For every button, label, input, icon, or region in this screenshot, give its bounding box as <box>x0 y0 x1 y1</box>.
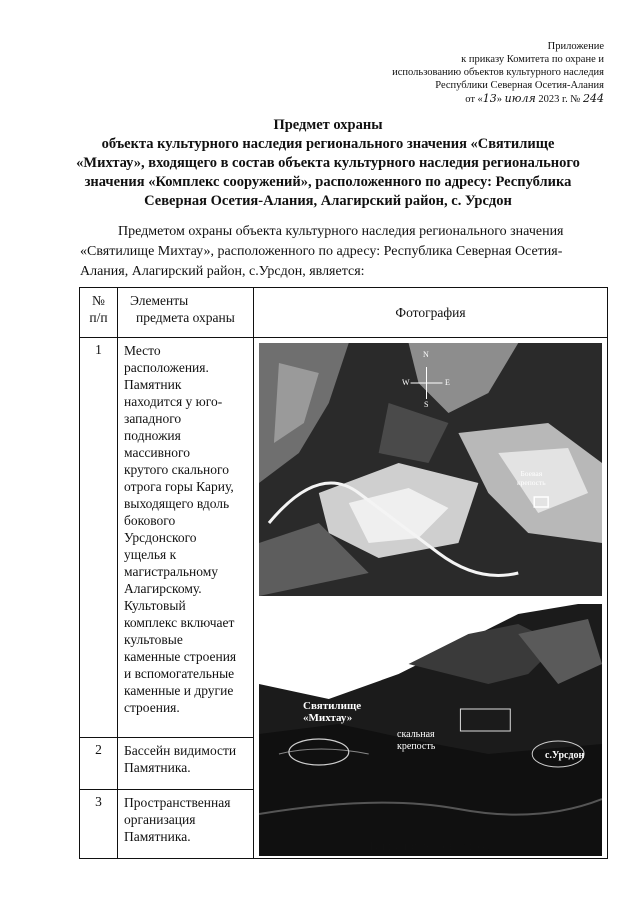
village-label: с.Урсдон <box>545 750 585 761</box>
fort-label: Боевая крепость <box>517 469 546 487</box>
compass-e: E <box>445 378 450 387</box>
appendix-block <box>304 40 604 106</box>
desc-line: находится у юго- <box>124 394 223 409</box>
appendix-day: 13 <box>482 92 497 105</box>
header-elements: Элементы предмета охраны <box>118 288 254 338</box>
photo-caption: Вид с юг-юго-востока <box>369 838 492 853</box>
desc-line: Памятника. <box>124 829 191 844</box>
desc-line: Алагирскому. <box>124 581 202 596</box>
desc-line: и вспомогательные <box>124 666 235 681</box>
landscape-photo <box>259 604 602 856</box>
appendix-line: использованию объектов культурного наследия <box>392 67 604 78</box>
desc-line: массивного <box>124 445 190 460</box>
desc-line: организация <box>124 812 196 827</box>
compass-n: N <box>423 350 429 359</box>
desc-line: выходящего вдоль <box>124 496 230 511</box>
desc-line: культовые <box>124 632 183 647</box>
protection-table <box>79 287 608 859</box>
desc-line: расположения. <box>124 360 209 375</box>
appendix-line: Республики Северная Осетия-Алания <box>435 80 604 91</box>
intro-paragraph: Предметом охраны объекта культурного наследия регионального значения «Святилище Михтау», расположенного по адресу: Республика Северная Осетия- Алания, Алагирский район, с.Урсдон, является: <box>80 224 564 279</box>
row-desc <box>118 738 254 790</box>
desc-line: магистральному <box>124 564 219 579</box>
row-num: 2 <box>80 738 118 790</box>
document-title: Предмет охраны объекта культурного наследия регионального значения «Святилище «Михтау», входящего в состав объекта культурного наследия регионального значения «Комплекс сооружений», расположенного по адресу: Республика Северная Осетия-Алания, Алагирский район, с. Урсдон <box>76 117 580 209</box>
satellite-photo <box>259 343 602 596</box>
appendix-month: июля <box>504 92 536 105</box>
desc-line: Памятник <box>124 377 182 392</box>
fort-label-2: скальная крепость <box>397 729 436 752</box>
desc-line: бокового <box>124 513 176 528</box>
shrine-label: Святилище «Михтау» <box>303 700 362 724</box>
appendix-date-line: от «13» июля 2023 г. № 244 <box>465 92 604 105</box>
row-num: 3 <box>80 790 118 859</box>
row-num: 1 <box>80 338 118 738</box>
desc-line: Урсдонского <box>124 530 197 545</box>
desc-line: крутого скального <box>124 462 229 477</box>
appendix-number: 244 <box>583 92 604 105</box>
row-desc <box>118 790 254 859</box>
desc-line: каменные и другие <box>124 683 234 698</box>
desc-line: каменные строения <box>124 649 237 664</box>
desc-line: отрога горы Кариу, <box>124 479 234 494</box>
desc-line: комплекс включает <box>124 615 235 630</box>
desc-line: строения. <box>124 700 180 715</box>
desc-line: Культовый <box>124 598 186 613</box>
row-desc <box>118 338 254 738</box>
desc-line: западного <box>124 411 182 426</box>
compass-w: W <box>402 378 410 387</box>
desc-line: Памятника. <box>124 760 191 775</box>
desc-line: Место <box>124 343 161 358</box>
desc-line: Бассейн видимости <box>124 743 237 758</box>
appendix-line: Приложение <box>547 41 604 52</box>
desc-line: подножия <box>124 428 181 443</box>
desc-line: Пространственная <box>124 795 231 810</box>
photo-cell <box>254 338 608 859</box>
header-num: № п/п <box>80 288 118 338</box>
header-photo: Фотография <box>254 288 608 338</box>
compass-s: S <box>424 400 429 409</box>
desc-line: ущелья к <box>124 547 177 562</box>
appendix-line: к приказу Комитета по охране и <box>461 54 604 65</box>
